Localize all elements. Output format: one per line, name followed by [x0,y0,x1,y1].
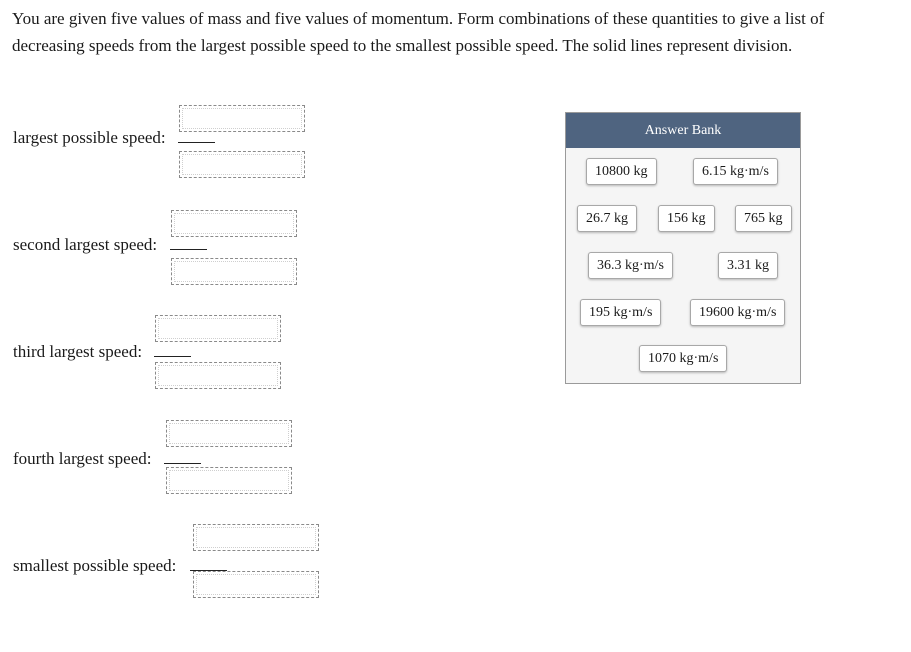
answer-chip[interactable]: 195 kg·m/s [580,299,661,326]
fraction-line-third [154,356,191,357]
answer-chip[interactable]: 19600 kg·m/s [690,299,785,326]
answer-chip[interactable]: 26.7 kg [577,205,637,232]
answer-bank [565,112,801,384]
numerator-drop-box-third[interactable] [155,315,281,342]
row-label-smallest: smallest possible speed: [13,556,177,575]
numerator-drop-box-fourth[interactable] [166,420,292,447]
fraction-line-largest [178,142,215,143]
denominator-drop-box-smallest[interactable] [193,571,319,598]
denominator-drop-box-second[interactable] [171,258,297,285]
numerator-drop-box-largest[interactable] [179,105,305,132]
row-label-third: third largest speed: [13,342,143,361]
fraction-line-fourth [164,463,201,464]
answer-chip[interactable]: 156 kg [658,205,715,232]
row-label-second: second largest speed: [13,235,158,254]
answer-chip[interactable]: 10800 kg [586,158,657,185]
denominator-drop-box-third[interactable] [155,362,281,389]
fraction-line-second [170,249,207,250]
answer-chip[interactable]: 1070 kg·m/s [639,345,727,372]
answer-chip[interactable]: 3.31 kg [718,252,778,279]
instructions-text: You are given five values of mass and five values of momentum. Form combinations of these quantities to give a list of decreasing speeds from the largest possible speed to the smallest possible speed. The solid lines represent division. [12,9,825,55]
row-label-fourth: fourth largest speed: [13,449,152,468]
answer-chip[interactable]: 765 kg [735,205,792,232]
denominator-drop-box-fourth[interactable] [166,467,292,494]
numerator-drop-box-second[interactable] [171,210,297,237]
denominator-drop-box-largest[interactable] [179,151,305,178]
answer-chip[interactable]: 6.15 kg·m/s [693,158,778,185]
numerator-drop-box-smallest[interactable] [193,524,319,551]
answer-chip[interactable]: 36.3 kg·m/s [588,252,673,279]
row-label-largest: largest possible speed: [13,128,166,147]
answer-bank-title: Answer Bank [566,113,800,148]
